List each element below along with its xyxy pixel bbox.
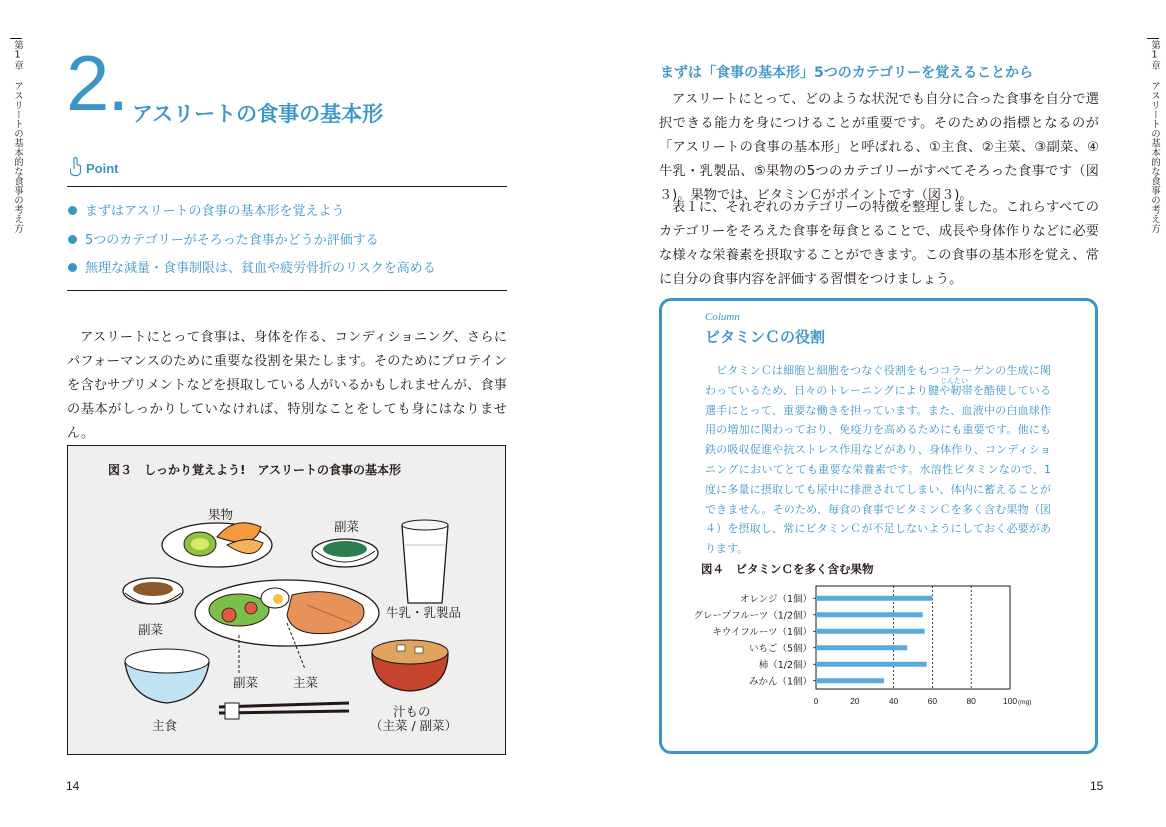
point-item: 5つのカテゴリーがそろった食事かどうか評価する [68,227,436,256]
bar [816,629,925,634]
bullet-dot [68,235,77,244]
bar [816,645,907,650]
intro-paragraph: アスリートにとって食事は、身体を作る、コンディショニング、さらにパフォーマンスのために重要な役割を果たします。そのためにプロテインを含むサプリメントなどを摂取している人がいるかもしれませんが、食事の基本がしっかりしていなければ、特別なことをしても身にはなりません。 [67,330,507,441]
soup-bowl-illustration [372,640,448,691]
column-text: ビタミンＣは細胞と細胞をつなぐ役割をもつコラーゲンの生成に関わっているため、日々のトレーニングにより腱や靭帯を酷使している選手にとって、重要な働きを担っています。また、血液中の白血球作用の増加に関わっており、免疫力を高めるためにも重要です。他にも鉄の吸収促進や抗ストレス作用などがあり、身体作り、コンディショニングにおいてとても重要な栄養素です。水溶性ビタミンなので、1度に多量に摂取しても尿中に排泄されてしまい、体内に蓄えることができません。そのため、毎食の食事でビタミンＣを多く含む果物（図４）を摂取し、常にビタミンＣが不足しないようにしておく必要があります。 [705,364,1051,556]
category-label: いちご（5個） [748,643,812,655]
bar [816,596,932,601]
category-label: キウイフルーツ（1個） [712,626,812,638]
figure-3-title: 図３ しっかり覚えよう! アスリートの食事の基本形 [108,463,401,477]
bar [816,612,923,617]
meal-illustration [67,445,506,755]
bullet-dot [68,263,77,272]
x-tick-label: 100 [1002,696,1018,706]
side-tab-rule-left [10,38,22,39]
point-item: 無理な減量・食事制限は、貧血や疲労骨折のリスクを高める [68,255,436,284]
bar [816,678,884,683]
label-side-dish-left: 副菜 [138,622,164,637]
point-label: Point [86,161,119,176]
page-number-right: 15 [1090,779,1104,793]
paragraph-1: アスリートにとって、どのような状況でも自分に合った食事を自分で選択できる能力を身につけることが重要です。そのための指標となるのが「アスリートの食事の基本形」と呼ばれる、①主食、②主菜、③副菜、④牛乳・乳製品、⑤果物の5つのカテゴリーがすべてそろった食事です（図３)。果物では、ビタミンＣがポイントです（図３)。 [659,92,1099,203]
bullet-dot [68,206,77,215]
pointing-hand-icon [70,157,84,177]
x-tick-label: 0 [813,696,819,706]
chapter-title: アスリートの食事の基本形 [132,102,384,126]
category-label: 柿（1/2個） [758,659,812,671]
main-plate-illustration [195,580,379,646]
x-tick-label: 60 [927,696,938,706]
section-heading: まずは「食事の基本形」5つのカテゴリーを覚えることから [660,65,1034,81]
spinach-bowl-illustration [312,539,378,567]
milk-glass-illustration [402,520,448,603]
small-bowl-illustration [123,578,183,604]
label-milk: 牛乳・乳製品 [386,605,462,620]
x-tick-label: 80 [966,696,976,706]
paragraph-2: 表１に、それぞれのカテゴリーの特徴を整理しました。これらすべてのカテゴリーをそろえた食事を毎食とることで、成長や身体作りなどに必要な様々な栄養素を摂取することができます。この食事の基本形を覚え、常に自分の食事内容を評価する習慣をつけましょう。 [659,200,1099,287]
label-staple: 主食 [152,718,178,733]
ruby-annotation: じんたい [940,377,968,385]
side-tab-left: 第1章 アスリートの基本的な食事の考え方 [12,40,23,233]
category-label: みかん（1個） [748,676,812,688]
column-title: ビタミンＣの役割 [705,328,826,346]
column-label: Column [705,311,740,323]
point-top-rule [67,186,507,187]
page-number-left: 14 [66,779,80,793]
chapter-number: 2. [66,39,128,127]
label-side-dish-center: 副菜 [233,675,259,690]
side-tab-rule-right [1147,38,1159,39]
point-list [68,198,436,284]
x-unit-label: (mg) [1018,699,1032,706]
fruit-plate-illustration [162,523,272,567]
category-label: グレープフルーツ（1/2個） [693,610,812,622]
label-main-dish: 主菜 [293,675,319,690]
point-bottom-rule [67,290,507,291]
point-item: まずはアスリートの食事の基本形を覚えよう [68,198,436,227]
rice-bowl-illustration [125,649,209,703]
side-tab-right: 第1章 アスリートの基本的な食事の考え方 [1149,40,1160,233]
x-tick-label: 40 [888,696,899,706]
bar [816,662,927,667]
label-side-dish-top: 副菜 [334,519,360,534]
x-tick-label: 20 [850,696,860,706]
label-soup-line2: （主菜 / 副菜） [370,718,458,733]
chart-title: 図４ ビタミンＣを多く含む果物 [701,562,874,576]
category-label: オレンジ（1個） [739,593,812,605]
plot-frame [816,586,1010,689]
label-soup-line1: 汁もの [393,704,431,719]
chopsticks-illustration [219,703,349,719]
vitamin-c-bar-chart [690,582,1080,716]
label-fruit: 果物 [208,507,234,522]
